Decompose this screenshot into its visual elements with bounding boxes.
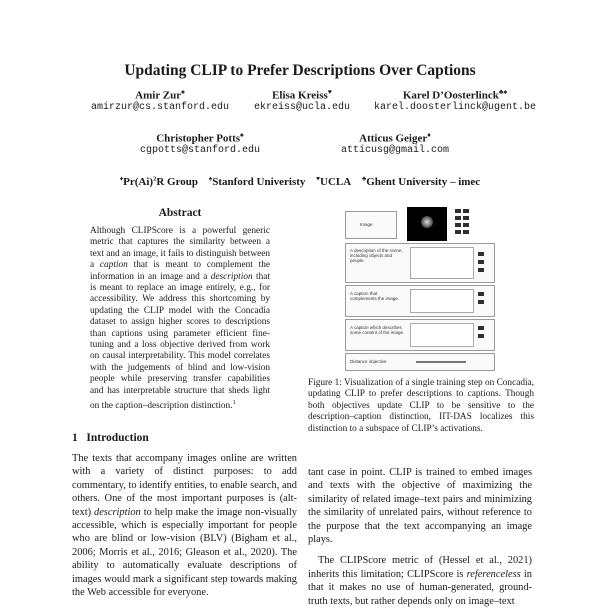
paper-title: Updating CLIP to Prefer Descriptions Over Captions xyxy=(124,62,476,79)
section-number: 1 xyxy=(72,432,78,444)
author-mark: ♥ xyxy=(327,88,332,96)
author-block xyxy=(232,88,372,113)
author-block xyxy=(365,88,545,113)
author-name: Amir Zur xyxy=(135,89,182,102)
author-name: Karel D’Oosterlinck xyxy=(402,89,499,102)
author-email: karel.doosterlinck@ugent.be xyxy=(373,101,537,113)
author-mark: ♣♠ xyxy=(498,88,508,96)
image-thumbnail xyxy=(407,207,447,241)
author-block xyxy=(125,131,275,156)
section-heading xyxy=(72,432,149,444)
caption-row: A caption that complements the image. xyxy=(345,285,495,317)
affiliation: ♣Ghent University – imec xyxy=(361,175,481,188)
author-mark: ♠ xyxy=(240,131,244,139)
image-input-box: Image xyxy=(345,211,397,239)
author-email: cgpotts@stanford.edu xyxy=(139,144,261,156)
paragraph: The CLIPScore metric of (Hessel et al., 2021) inherits this limitation; CLIPScore is referenceless in that it makes no use of human-generated, ground-truth texts, but rather depends only on image–text xyxy=(308,555,532,607)
affiliations xyxy=(0,175,600,188)
author-block xyxy=(320,131,470,156)
affiliation: ♥UCLA xyxy=(316,175,352,188)
author-email: ekreiss@ucla.edu xyxy=(253,101,350,113)
affiliation: ♠Stanford Univeristy xyxy=(208,175,306,188)
intro-left-column: The texts that accompany images online are written with a variety of distinct purposes: to add commentary, to identify entities, to enable search, and others. One of the most important purposes is (alt-text) description to help make the image non-visually accessible, which is especially important for people who are blind or low-vision (BLV) (Bigham et al., 2006; Morris et al., 2016; Gleason et al., 2020). The ability to automatically evaluate descriptions of images would mark a significant step towards making the Web accessible for everyone. xyxy=(72,453,297,599)
objective-row: Distance objective xyxy=(345,353,495,371)
section-title: Introduction xyxy=(86,432,149,444)
description-row: A description of the scene, including objects and people. xyxy=(345,243,495,283)
abstract-heading: Abstract xyxy=(158,207,202,219)
author-name: Atticus Geiger xyxy=(359,132,428,145)
abstract-text: Although CLIPScore is a powerful generic metric that captures the similarity between a text and an image, it fails to distinguish between a caption that is meant to complement the information in an image and a description that is meant to replace an image entirely, e.g., for accessibility. We address this shortcoming by updating the CLIP model with the Concadia dataset to assign higher scores to descriptions than captions using parameter efficient fine-tuning and a loss objective derived from work on causal interpretability. This model correlates with the judgements of blind and low-vision people while preserving transfer capabilities and has interpretable structure that sheds light on the caption–description distinction.$^1$ xyxy=(90,226,271,412)
author-block xyxy=(85,88,235,113)
author-mark: ♠ xyxy=(181,88,185,96)
intro-right-column xyxy=(308,466,532,616)
affiliation: $^♦Pr(Ai)^2R$ Group xyxy=(119,175,199,188)
author-name: Elisa Kreiss xyxy=(272,89,328,102)
clip-encoder-stack xyxy=(455,209,485,239)
author-email: amirzur@cs.stanford.edu xyxy=(90,101,230,113)
author-email: atticusg@gmail.com xyxy=(340,144,450,156)
paragraph: tant case in point. CLIP is trained to embed images and texts with the objective of maximizing the similarity of related image–text pairs and minimizing the similarity of unrelated pairs, without reference to the purpose that the text accompanying an image plays. xyxy=(308,467,532,546)
figure-caption: Figure 1: Visualization of a single training step on Concadia, updating CLIP to prefer descriptions to captions. Though both objectives update CLIP to be sensitive to the description–caption distinction, IIT-DAS localizes this distinction to a subspace of CLIP’s activations. xyxy=(308,378,534,434)
author-name: Christopher Potts xyxy=(156,132,241,145)
author-mark: ♦ xyxy=(427,131,431,139)
figure-diagram xyxy=(345,205,493,370)
other-caption-row: A caption which describes some content of the image. xyxy=(345,319,495,351)
